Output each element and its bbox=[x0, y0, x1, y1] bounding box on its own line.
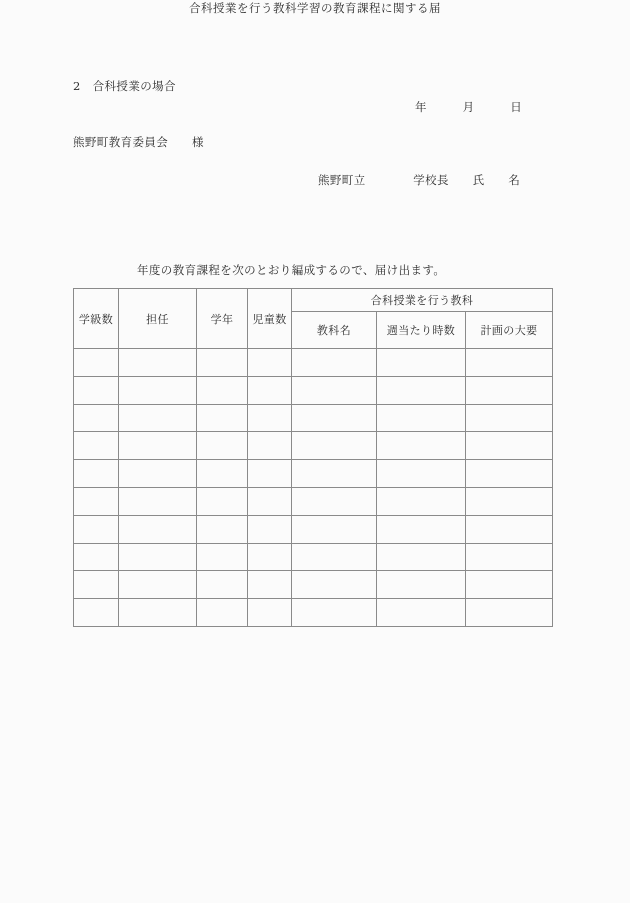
table-cell[interactable] bbox=[377, 599, 466, 627]
table-cell[interactable] bbox=[197, 599, 248, 627]
table-cell[interactable] bbox=[248, 515, 292, 543]
table-cell[interactable] bbox=[248, 460, 292, 488]
table-cell[interactable] bbox=[466, 376, 553, 404]
header-row-group bbox=[74, 289, 553, 312]
table-cell[interactable] bbox=[197, 349, 248, 377]
table-cell[interactable] bbox=[74, 376, 119, 404]
table-cell[interactable] bbox=[197, 376, 248, 404]
table-row bbox=[74, 376, 553, 404]
table-cell[interactable] bbox=[119, 487, 197, 515]
table-cell[interactable] bbox=[119, 460, 197, 488]
table-row bbox=[74, 571, 553, 599]
table-cell[interactable] bbox=[248, 599, 292, 627]
table-cell[interactable] bbox=[248, 571, 292, 599]
table-cell[interactable] bbox=[248, 543, 292, 571]
table-row bbox=[74, 515, 553, 543]
table-cell[interactable] bbox=[466, 543, 553, 571]
table-cell[interactable] bbox=[292, 571, 377, 599]
table-cell[interactable] bbox=[377, 487, 466, 515]
table-cell[interactable] bbox=[466, 599, 553, 627]
table-head bbox=[74, 289, 553, 349]
column-header-jidosu: 児童数 bbox=[248, 289, 292, 349]
table-cell[interactable] bbox=[248, 487, 292, 515]
column-group-header-gokajugyo: 合科授業を行う教科 bbox=[292, 289, 553, 312]
table-cell[interactable] bbox=[197, 515, 248, 543]
table-cell[interactable] bbox=[197, 543, 248, 571]
column-header-gakunen: 学年 bbox=[197, 289, 248, 349]
column-header-tannin: 担任 bbox=[119, 289, 197, 349]
table-cell[interactable] bbox=[466, 487, 553, 515]
table-cell[interactable] bbox=[292, 599, 377, 627]
table-cell[interactable] bbox=[119, 543, 197, 571]
table-cell[interactable] bbox=[466, 515, 553, 543]
table-cell[interactable] bbox=[197, 460, 248, 488]
table-cell[interactable] bbox=[377, 460, 466, 488]
table-cell[interactable] bbox=[74, 404, 119, 432]
table-cell[interactable] bbox=[74, 349, 119, 377]
table-row bbox=[74, 349, 553, 377]
table-cell[interactable] bbox=[292, 543, 377, 571]
table-row bbox=[74, 404, 553, 432]
table-cell[interactable] bbox=[119, 515, 197, 543]
table-cell[interactable] bbox=[292, 404, 377, 432]
table-cell[interactable] bbox=[377, 404, 466, 432]
issuer-line: 熊野町立 学校長 氏 名 bbox=[318, 173, 521, 187]
table-cell[interactable] bbox=[466, 349, 553, 377]
table-cell[interactable] bbox=[248, 349, 292, 377]
column-header-shuatari-jisu: 週当たり時数 bbox=[377, 312, 466, 349]
table-cell[interactable] bbox=[377, 571, 466, 599]
table-cell[interactable] bbox=[292, 349, 377, 377]
column-header-keikaku-taiyo: 計画の大要 bbox=[466, 312, 553, 349]
table-cell[interactable] bbox=[292, 487, 377, 515]
column-header-kyokamei: 教科名 bbox=[292, 312, 377, 349]
table-cell[interactable] bbox=[248, 376, 292, 404]
table-cell[interactable] bbox=[466, 404, 553, 432]
table-cell[interactable] bbox=[74, 460, 119, 488]
column-header-gakkyusu: 学級数 bbox=[74, 289, 119, 349]
table-cell[interactable] bbox=[292, 515, 377, 543]
table-cell[interactable] bbox=[197, 487, 248, 515]
body-sentence: 年度の教育課程を次のとおり編成するので、届け出ます。 bbox=[137, 263, 446, 277]
table-cell[interactable] bbox=[292, 460, 377, 488]
table-cell[interactable] bbox=[119, 599, 197, 627]
table-cell[interactable] bbox=[197, 404, 248, 432]
table-cell[interactable] bbox=[466, 432, 553, 460]
section-heading: 2 合科授業の場合 bbox=[73, 79, 176, 93]
table-cell[interactable] bbox=[119, 376, 197, 404]
table-cell[interactable] bbox=[377, 432, 466, 460]
form-table-container bbox=[73, 288, 552, 627]
table-cell[interactable] bbox=[248, 404, 292, 432]
table-cell[interactable] bbox=[74, 599, 119, 627]
addressee-line: 熊野町教育委員会 様 bbox=[73, 135, 204, 149]
table-cell[interactable] bbox=[377, 349, 466, 377]
table-row bbox=[74, 487, 553, 515]
table-cell[interactable] bbox=[197, 571, 248, 599]
table-cell[interactable] bbox=[74, 432, 119, 460]
date-line: 年 月 日 bbox=[415, 100, 523, 114]
table-cell[interactable] bbox=[248, 432, 292, 460]
table-cell[interactable] bbox=[119, 404, 197, 432]
table-cell[interactable] bbox=[466, 460, 553, 488]
table-cell[interactable] bbox=[119, 349, 197, 377]
table-cell[interactable] bbox=[119, 571, 197, 599]
table-cell[interactable] bbox=[74, 515, 119, 543]
table-cell[interactable] bbox=[292, 376, 377, 404]
table-cell[interactable] bbox=[197, 432, 248, 460]
table-cell[interactable] bbox=[74, 487, 119, 515]
table-row bbox=[74, 460, 553, 488]
table-cell[interactable] bbox=[466, 571, 553, 599]
table-cell[interactable] bbox=[74, 571, 119, 599]
table-row bbox=[74, 599, 553, 627]
curriculum-form-table bbox=[73, 288, 553, 627]
table-body bbox=[74, 349, 553, 627]
table-cell[interactable] bbox=[377, 376, 466, 404]
table-cell[interactable] bbox=[377, 543, 466, 571]
table-row bbox=[74, 432, 553, 460]
table-cell[interactable] bbox=[74, 543, 119, 571]
table-row bbox=[74, 543, 553, 571]
table-cell[interactable] bbox=[119, 432, 197, 460]
document-title: 合科授業を行う教科学習の教育課程に関する届 bbox=[189, 1, 441, 15]
table-cell[interactable] bbox=[377, 515, 466, 543]
table-cell[interactable] bbox=[292, 432, 377, 460]
